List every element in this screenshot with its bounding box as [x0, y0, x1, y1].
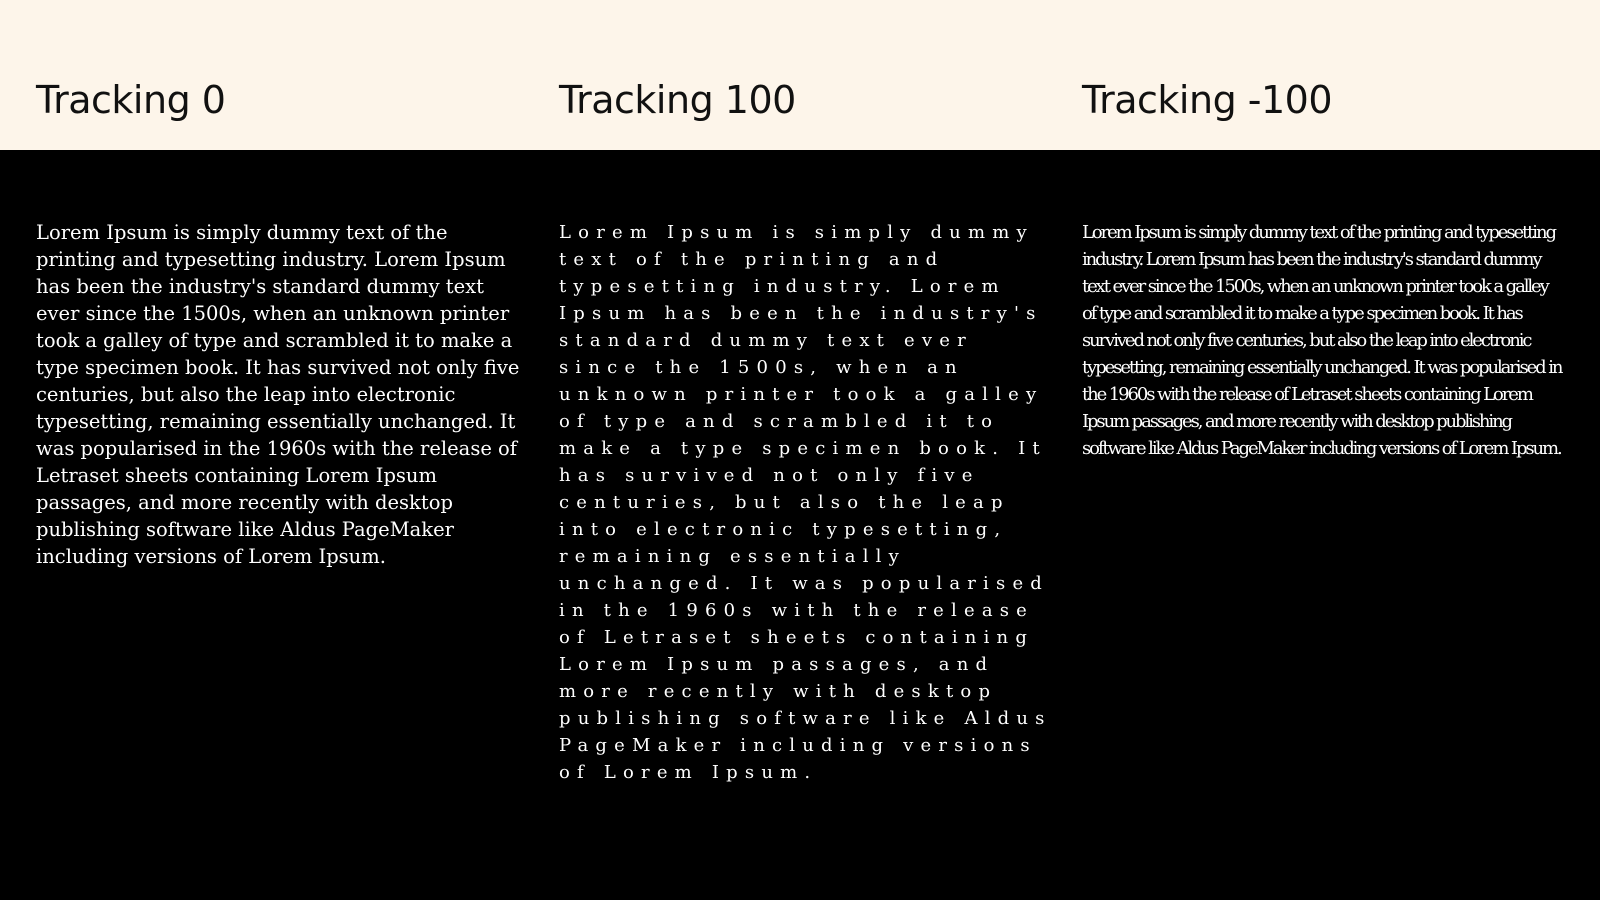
tracking-100-paragraph: Lorem Ipsum is simply dummy text of the printing and typesetting industry. Lorem Ipsum has been the industry's standard dummy text ever since the 1500s, when an unknown printer took a galley of type and scrambled it to make a type specimen book. It has survived not only five centuries, but also the leap into electronic typesetting, remaining essentially unchanged. It was popularised in the 1960s with the release of Letraset sheets containing Lorem Ipsum passages, and more recently with desktop publishing software like Aldus PageMaker including versions of Lorem Ipsum. — [559, 222, 1052, 783]
tracking-negative-100-paragraph: Lorem Ipsum is simply dummy text of the printing and typesetting industry. Lorem Ipsum has been the industry's standard dummy text ever since the 1500s, when an unknown printer took a galley of type and scrambled it to make a type specimen book. It has survived not only five centuries, but also the leap into electronic typesetting, remaining essentially unchanged. It was popularised in the 1960s with the release of Letraset sheets containing Lorem Ipsum passages, and more recently with desktop publishing software like Aldus PageMaker including versions of Lorem Ipsum. — [1082, 222, 1562, 459]
tracking-100-heading: Tracking 100 — [559, 78, 796, 122]
header-band — [0, 0, 1600, 150]
tracking-0-heading: Tracking 0 — [36, 78, 226, 122]
tracking-negative-100-heading: Tracking -100 — [1082, 78, 1333, 122]
tracking-0-paragraph: Lorem Ipsum is simply dummy text of the printing and typesetting industry. Lorem Ipsum has been the industry's standard dummy text ever since the 1500s, when an unknown printer took a galley of type and scrambled it to make a type specimen book. It has survived not only five centuries, but also the leap into electronic typesetting, remaining essentially unchanged. It was popularised in the 1960s with the release of Letraset sheets containing Lorem Ipsum passages, and more recently with desktop publishing software like Aldus PageMaker including versions of Lorem Ipsum. — [36, 221, 520, 568]
